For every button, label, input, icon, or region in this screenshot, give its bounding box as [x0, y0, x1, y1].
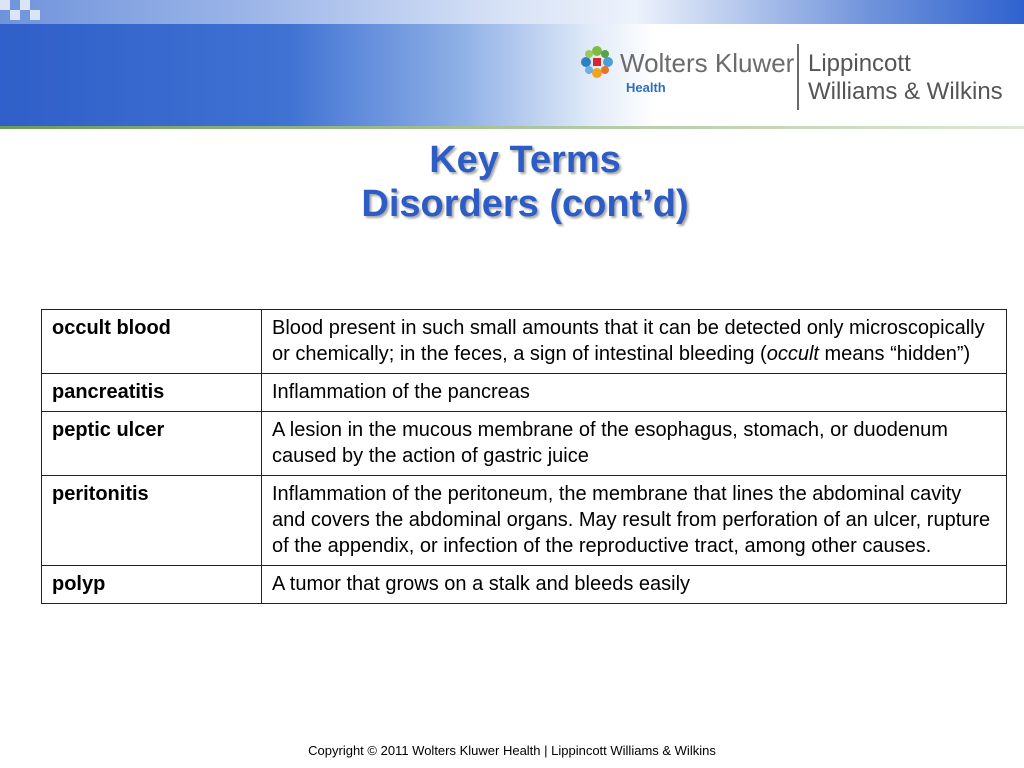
- decor-square: [20, 0, 30, 10]
- brand-divider: [797, 44, 799, 110]
- title-line-1: Key Terms: [429, 139, 621, 181]
- term-cell: pancreatitis: [42, 374, 262, 412]
- brand-subtitle: Health: [626, 80, 666, 95]
- partner-line-2: Williams & Wilkins: [808, 78, 1003, 105]
- definition-cell: [262, 310, 1007, 374]
- wolters-kluwer-globe-icon: [581, 46, 613, 78]
- partner-line-1: Lippincott: [808, 50, 911, 77]
- term-cell: peritonitis: [42, 476, 262, 566]
- title-line-2: Disorders (cont’d): [361, 183, 689, 225]
- term-cell: polyp: [42, 566, 262, 604]
- definition-text: Blood present in such small amounts that it can be detected only microscopically or chemically; in the feces, a sign of intestinal bleeding (: [272, 317, 985, 365]
- decor-square: [10, 10, 20, 20]
- page-title: [0, 138, 1024, 226]
- definition-cell: Inflammation of the peritoneum, the membrane that lines the abdominal cavity and covers the abdominal organs. May result from perforation of an ulcer, rupture of the appendix, or infection of the reproductive tract, among other causes.: [262, 476, 1007, 566]
- decor-square: [0, 0, 10, 10]
- definition-italic-term: occult: [766, 343, 819, 365]
- definition-cell: A lesion in the mucous membrane of the esophagus, stomach, or duodenum caused by the action of gastric juice: [262, 412, 1007, 476]
- brand-name: Wolters Kluwer: [620, 48, 795, 78]
- definition-cell: Inflammation of the pancreas: [262, 374, 1007, 412]
- definition-cell: A tumor that grows on a stalk and bleeds easily: [262, 566, 1007, 604]
- definition-text: means “hidden”): [818, 343, 971, 365]
- partner-logo-text: [808, 50, 1003, 106]
- copyright-footer: Copyright © 2011 Wolters Kluwer Health | Lippincott Williams & Wilkins: [308, 743, 716, 758]
- table-row: [42, 566, 1007, 604]
- key-terms-table: [41, 309, 1007, 604]
- table-row: [42, 412, 1007, 476]
- term-cell: occult blood: [42, 310, 262, 374]
- table-row: [42, 310, 1007, 374]
- header-top-strip: [0, 0, 1024, 24]
- table-row: [42, 374, 1007, 412]
- table-row: [42, 476, 1007, 566]
- header-divider-rule: [0, 126, 1024, 129]
- term-cell: peptic ulcer: [42, 412, 262, 476]
- decor-square: [30, 10, 40, 20]
